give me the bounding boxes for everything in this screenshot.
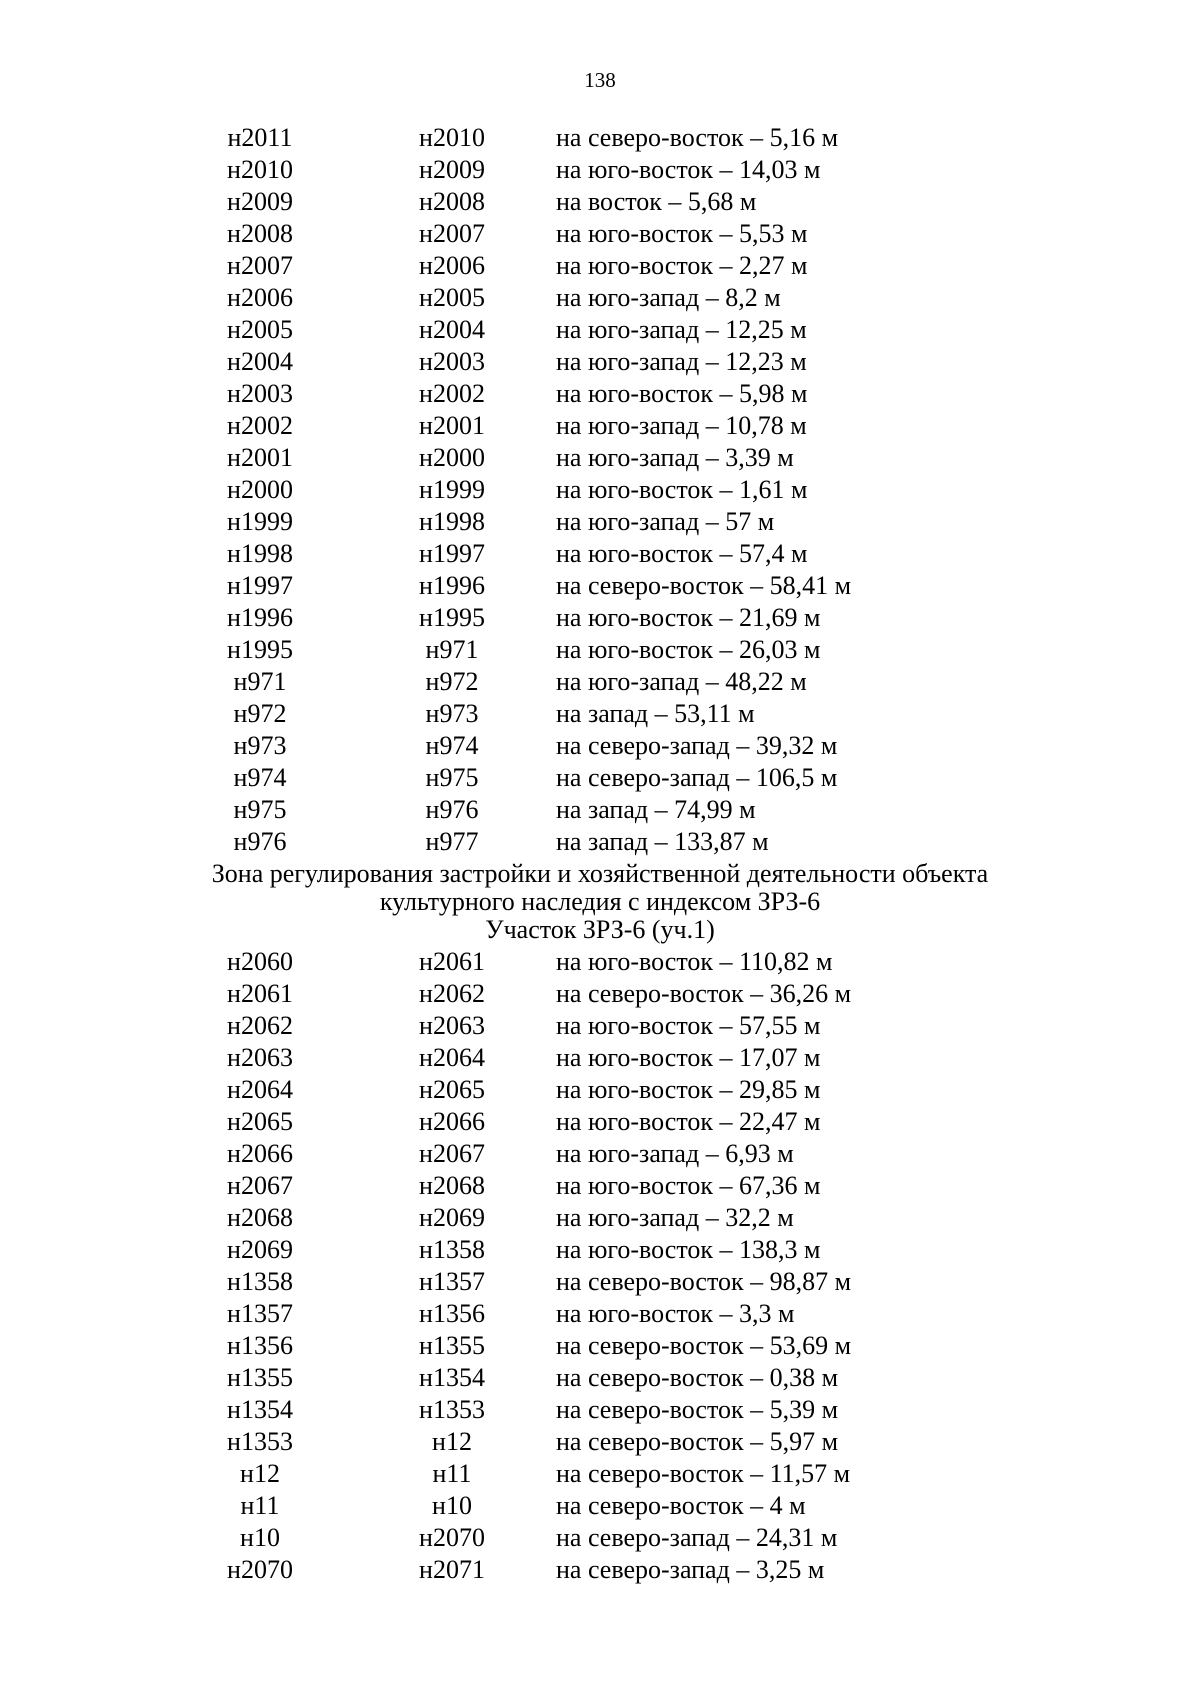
direction-distance: на северо-восток – 0,38 м (556, 1363, 839, 1392)
direction-distance: на юго-запад – 12,25 м (556, 315, 807, 344)
point-from: н1998 (227, 539, 293, 568)
point-to: н10 (432, 1491, 472, 1520)
point-from: н2011 (227, 123, 293, 152)
point-from: н10 (240, 1523, 280, 1552)
table-row (0, 1074, 1200, 1106)
point-from: н1999 (227, 507, 293, 536)
direction-distance: на юго-восток – 67,36 м (556, 1171, 821, 1200)
direction-distance: на юго-восток – 17,07 м (556, 1043, 821, 1072)
direction-distance: на юго-запад – 6,93 м (556, 1139, 794, 1168)
point-to: н2000 (419, 443, 485, 472)
section-subtitle: Участок ЗРЗ-6 (уч.1) (485, 915, 715, 944)
point-from: н2009 (227, 187, 293, 216)
direction-distance: на юго-запад – 10,78 м (556, 411, 807, 440)
table-row (0, 1394, 1200, 1426)
point-to: н2006 (419, 251, 485, 280)
point-to: н2003 (419, 347, 485, 376)
table-row (0, 1138, 1200, 1170)
point-to: н2062 (419, 979, 485, 1008)
point-from: н1354 (227, 1395, 293, 1424)
direction-distance: на юго-восток – 26,03 м (556, 635, 821, 664)
point-from: н1355 (227, 1363, 293, 1392)
table-row (0, 762, 1200, 794)
direction-distance: на юго-восток – 110,82 м (556, 947, 833, 976)
direction-distance: на северо-восток – 4 м (556, 1491, 806, 1520)
direction-distance: на юго-восток – 1,61 м (556, 475, 808, 504)
table-row (0, 218, 1200, 250)
point-from: н976 (233, 827, 287, 856)
table-row (0, 602, 1200, 634)
point-from: н1353 (227, 1427, 293, 1456)
point-to: н1995 (419, 603, 485, 632)
table-row (0, 570, 1200, 602)
point-to: н2008 (419, 187, 485, 216)
table-row (0, 538, 1200, 570)
point-from: н2066 (227, 1139, 293, 1168)
point-to: н977 (425, 827, 479, 856)
table-row (0, 282, 1200, 314)
point-from: н1996 (227, 603, 293, 632)
point-from: н2068 (227, 1203, 293, 1232)
point-to: н2004 (419, 315, 485, 344)
point-to: н2007 (419, 219, 485, 248)
point-to: н1999 (419, 475, 485, 504)
table-row (0, 1490, 1200, 1522)
point-from: н2070 (227, 1555, 293, 1584)
point-from: н11 (240, 1491, 280, 1520)
point-to: н972 (425, 667, 479, 696)
table-row (0, 122, 1200, 154)
point-from: н972 (233, 699, 287, 728)
point-from: н2001 (227, 443, 293, 472)
point-from: н1997 (227, 571, 293, 600)
table-row (0, 442, 1200, 474)
point-from: н2005 (227, 315, 293, 344)
point-from: н1357 (227, 1299, 293, 1328)
point-from: н2004 (227, 347, 293, 376)
table-row (0, 186, 1200, 218)
point-to: н1357 (419, 1267, 485, 1296)
table-row (0, 1234, 1200, 1266)
point-to: н2071 (419, 1555, 485, 1584)
point-to: н2061 (419, 947, 485, 976)
point-from: н2060 (227, 947, 293, 976)
table-row (0, 978, 1200, 1010)
point-to: н1356 (419, 1299, 485, 1328)
point-to: н975 (425, 763, 479, 792)
table-row (0, 506, 1200, 538)
section-heading (0, 860, 1200, 944)
point-to: н1354 (419, 1363, 485, 1392)
point-to: н2070 (419, 1523, 485, 1552)
point-to: н1996 (419, 571, 485, 600)
point-from: н975 (233, 795, 287, 824)
point-from: н2003 (227, 379, 293, 408)
point-to: н12 (432, 1427, 472, 1456)
point-to: н2065 (419, 1075, 485, 1104)
point-to: н2009 (419, 155, 485, 184)
table-row (0, 1362, 1200, 1394)
page-number: 138 (584, 68, 616, 92)
direction-distance: на юго-восток – 57,4 м (556, 539, 808, 568)
direction-distance: на северо-восток – 5,16 м (556, 123, 839, 152)
direction-distance: на юго-восток – 3,3 м (556, 1299, 795, 1328)
point-from: н2065 (227, 1107, 293, 1136)
direction-distance: на северо-запад – 39,32 м (556, 731, 838, 760)
table-row (0, 666, 1200, 698)
point-to: н11 (432, 1459, 472, 1488)
direction-distance: на северо-восток – 5,39 м (556, 1395, 839, 1424)
direction-distance: на юго-запад – 57 м (556, 507, 775, 536)
point-from: н2067 (227, 1171, 293, 1200)
table-row (0, 1522, 1200, 1554)
table-row (0, 1426, 1200, 1458)
table-row (0, 1170, 1200, 1202)
point-to: н973 (425, 699, 479, 728)
point-to: н2001 (419, 411, 485, 440)
table-row (0, 154, 1200, 186)
point-from: н2062 (227, 1011, 293, 1040)
direction-distance: на юго-восток – 29,85 м (556, 1075, 821, 1104)
direction-distance: на юго-запад – 32,2 м (556, 1203, 794, 1232)
direction-distance: на юго-запад – 3,39 м (556, 443, 794, 472)
direction-distance: на северо-восток – 5,97 м (556, 1427, 839, 1456)
table-row (0, 730, 1200, 762)
section-title-line1: Зона регулирования застройки и хозяйственной деятельности объекта (211, 859, 989, 888)
point-from: н1995 (227, 635, 293, 664)
direction-distance: на северо-восток – 98,87 м (556, 1267, 852, 1296)
point-to: н1998 (419, 507, 485, 536)
point-to: н976 (425, 795, 479, 824)
table-row (0, 1010, 1200, 1042)
point-from: н2010 (227, 155, 293, 184)
table-row (0, 314, 1200, 346)
point-to: н1358 (419, 1235, 485, 1264)
table-row (0, 1298, 1200, 1330)
direction-distance: на юго-восток – 2,27 м (556, 251, 808, 280)
point-to: н974 (425, 731, 479, 760)
boundary-table-a (0, 122, 1200, 858)
table-row (0, 250, 1200, 282)
point-from: н12 (240, 1459, 280, 1488)
table-row (0, 346, 1200, 378)
direction-distance: на северо-восток – 11,57 м (556, 1459, 851, 1488)
direction-distance: на запад – 133,87 м (556, 827, 769, 856)
point-to: н2066 (419, 1107, 485, 1136)
point-from: н973 (233, 731, 287, 760)
direction-distance: на юго-запад – 48,22 м (556, 667, 807, 696)
point-to: н2069 (419, 1203, 485, 1232)
point-from: н2000 (227, 475, 293, 504)
direction-distance: на юго-восток – 21,69 м (556, 603, 821, 632)
point-from: н1358 (227, 1267, 293, 1296)
point-to: н1355 (419, 1331, 485, 1360)
point-from: н2063 (227, 1043, 293, 1072)
direction-distance: на юго-восток – 5,98 м (556, 379, 808, 408)
direction-distance: на юго-восток – 138,3 м (556, 1235, 821, 1264)
direction-distance: на юго-восток – 14,03 м (556, 155, 821, 184)
table-row (0, 1042, 1200, 1074)
direction-distance: на юго-восток – 5,53 м (556, 219, 808, 248)
table-row (0, 634, 1200, 666)
point-from: н2002 (227, 411, 293, 440)
point-from: н2064 (227, 1075, 293, 1104)
table-row (0, 410, 1200, 442)
direction-distance: на северо-восток – 53,69 м (556, 1331, 852, 1360)
point-to: н971 (425, 635, 479, 664)
table-row (0, 794, 1200, 826)
point-to: н2010 (419, 123, 485, 152)
point-from: н974 (233, 763, 287, 792)
point-from: н2061 (227, 979, 293, 1008)
direction-distance: на северо-запад – 106,5 м (556, 763, 838, 792)
point-to: н1353 (419, 1395, 485, 1424)
table-row (0, 826, 1200, 858)
point-to: н2002 (419, 379, 485, 408)
section-title-line2: культурного наследия с индексом ЗРЗ-6 (379, 887, 821, 916)
point-from: н1356 (227, 1331, 293, 1360)
point-to: н2005 (419, 283, 485, 312)
boundary-table-b (0, 946, 1200, 1586)
point-from: н2006 (227, 283, 293, 312)
direction-distance: на юго-восток – 22,47 м (556, 1107, 821, 1136)
point-to: н1997 (419, 539, 485, 568)
point-from: н2007 (227, 251, 293, 280)
direction-distance: на северо-восток – 36,26 м (556, 979, 852, 1008)
point-to: н2063 (419, 1011, 485, 1040)
direction-distance: на северо-восток – 58,41 м (556, 571, 852, 600)
table-row (0, 1266, 1200, 1298)
direction-distance: на северо-запад – 24,31 м (556, 1523, 838, 1552)
point-to: н2067 (419, 1139, 485, 1168)
point-from: н2008 (227, 219, 293, 248)
table-row (0, 698, 1200, 730)
direction-distance: на запад – 53,11 м (556, 699, 755, 728)
point-from: н971 (233, 667, 287, 696)
table-row (0, 1106, 1200, 1138)
table-row (0, 1458, 1200, 1490)
direction-distance: на юго-запад – 12,23 м (556, 347, 807, 376)
table-row (0, 378, 1200, 410)
direction-distance: на юго-запад – 8,2 м (556, 283, 781, 312)
table-row (0, 1202, 1200, 1234)
direction-distance: на запад – 74,99 м (556, 795, 756, 824)
point-to: н2064 (419, 1043, 485, 1072)
point-from: н2069 (227, 1235, 293, 1264)
table-row (0, 1330, 1200, 1362)
direction-distance: на восток – 5,68 м (556, 187, 757, 216)
point-to: н2068 (419, 1171, 485, 1200)
direction-distance: на северо-запад – 3,25 м (556, 1555, 825, 1584)
table-row (0, 1554, 1200, 1586)
table-row (0, 946, 1200, 978)
direction-distance: на юго-восток – 57,55 м (556, 1011, 821, 1040)
table-row (0, 474, 1200, 506)
